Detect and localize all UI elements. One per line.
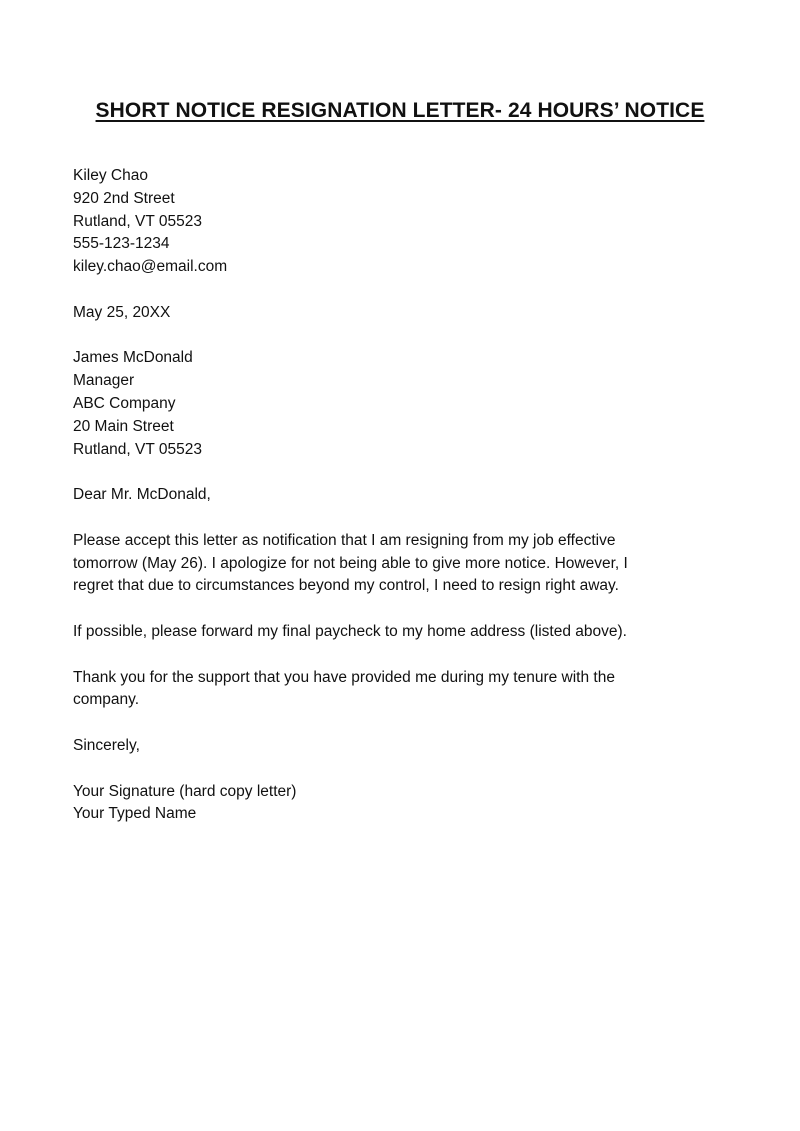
recipient-city: Rutland, VT 05523	[73, 440, 202, 458]
paragraph-line: company.	[73, 691, 140, 709]
sender-block	[73, 165, 713, 279]
sender-name: Kiley Chao	[73, 167, 148, 184]
spacer	[73, 712, 713, 735]
letter-body	[73, 165, 713, 826]
recipient-name: James McDonald	[73, 349, 193, 367]
spacer	[73, 644, 713, 667]
spacer	[73, 507, 713, 530]
document-title: SHORT NOTICE RESIGNATION LETTER- 24 HOURS’ NOTICE	[95, 99, 705, 122]
spacer	[73, 279, 713, 302]
paragraph-1	[73, 530, 713, 598]
paragraph-line: Thank you for the support that you have provided me during my tenure with the	[73, 668, 615, 686]
recipient-company: ABC Company	[73, 394, 176, 412]
spacer	[73, 598, 713, 621]
paragraph-2	[73, 621, 713, 644]
recipient-block	[73, 347, 713, 461]
typed-name: Your Typed Name	[73, 805, 197, 823]
paragraph-line: tomorrow (May 26). I apologize for not being able to give more notice. However, I	[73, 554, 628, 572]
closing: Sincerely,	[73, 736, 140, 754]
salutation: Dear Mr. McDonald,	[73, 486, 211, 504]
signature-line: Your Signature (hard copy letter)	[73, 782, 297, 800]
paragraph-line: regret that due to circumstances beyond my control, I need to resign right away.	[73, 577, 619, 595]
recipient-title: Manager	[73, 372, 135, 390]
sender-phone: 555-123-1234	[73, 235, 170, 253]
paragraph-line: Please accept this letter as notification that I am resigning from my job effective	[73, 531, 616, 549]
spacer	[73, 758, 713, 781]
sender-street: 920 2nd Street	[73, 189, 175, 207]
paragraph-3	[73, 667, 713, 713]
recipient-street: 20 Main Street	[73, 417, 174, 435]
spacer	[73, 461, 713, 484]
spacer	[73, 325, 713, 348]
paragraph-line: If possible, please forward my final paycheck to my home address (listed above).	[73, 622, 627, 640]
sender-city: Rutland, VT 05523	[73, 212, 202, 230]
sender-email: kiley.chao@email.com	[73, 258, 228, 276]
letter-date: May 25, 20XX	[73, 303, 171, 321]
